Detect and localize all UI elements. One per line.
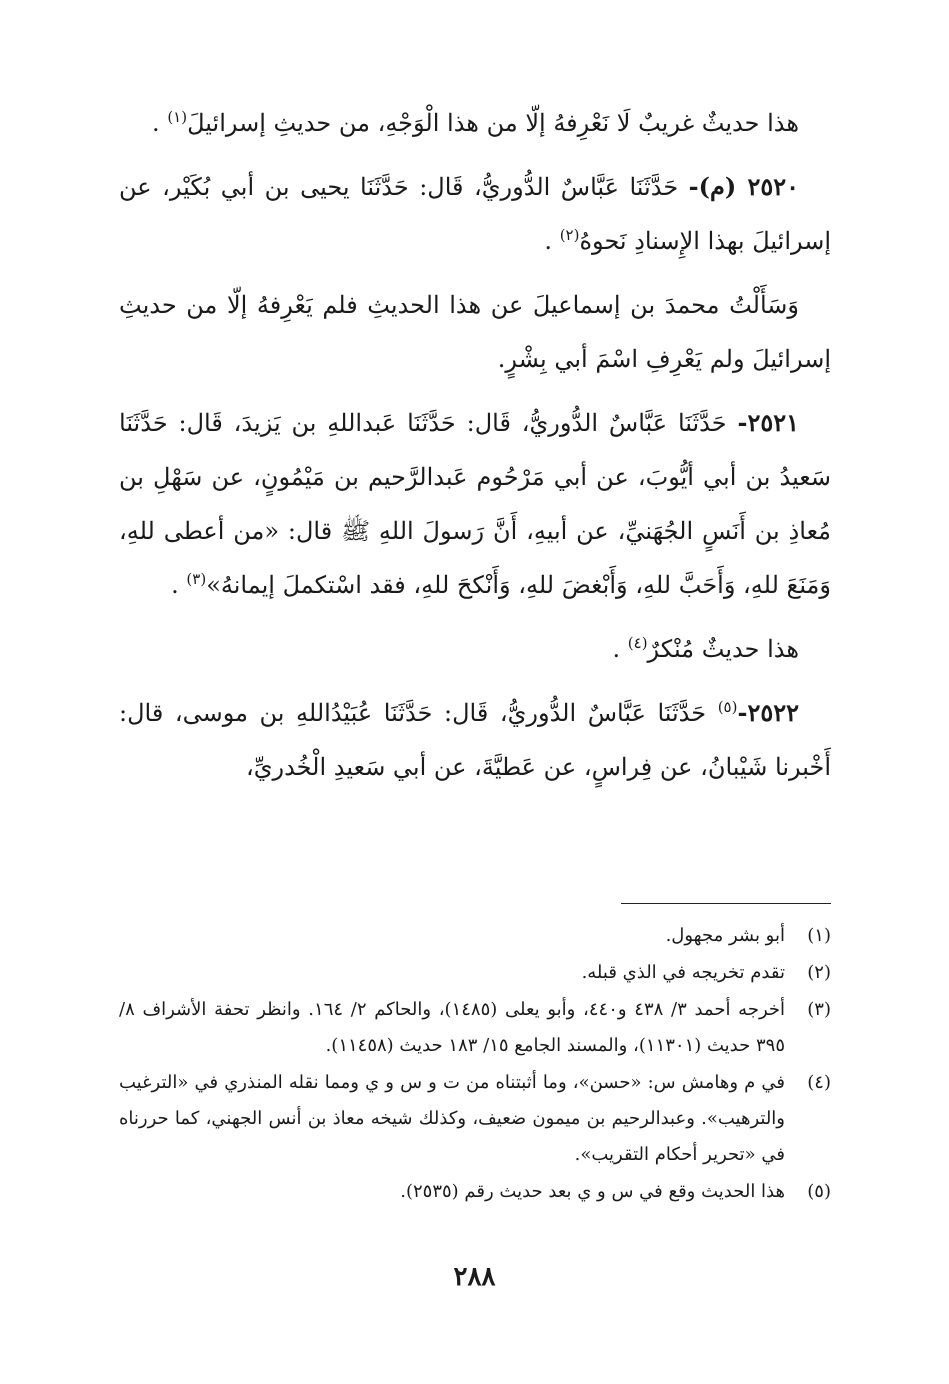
hadith-number: ٢٥٢٢- — [737, 698, 799, 727]
footnote-ref[interactable]: (٥) — [717, 698, 738, 716]
paragraph-text: حَدَّثَنَا عَبَّاسٌ الدُّوريُّ، قَال: حَدَّثَنَا يحيى بن أبي بُكَيْر، عن إسرائيلَ بهذا الإِسنادِ نَحوهُ — [119, 173, 831, 255]
hadith-2522 — [119, 686, 831, 794]
hadith-number: ٢٥٢٠ (م)- — [688, 172, 800, 201]
paragraph-munkar: هذا حديثٌ مُنْكرٌ$^{(٤)}$ . — [612, 634, 799, 663]
footnote-1 — [119, 918, 831, 954]
footnote-mark: (١) — [807, 925, 831, 946]
footnote-mark: (٤) — [807, 1072, 831, 1093]
footnote-5 — [119, 1174, 831, 1210]
footnote-ref[interactable]: (١) — [167, 108, 188, 126]
footnote-text: في م وهامش س: «حسن»، وما أثبتناه من ت و س و ي ومما نقله المنذري في «الترغيب والترهيب». وعبدالرحيم بن ميمون ضعيف، وكذلك شيخه معاذ بن أنس الجهني، كما حررناه في «تحرير أحكام التقريب». — [119, 1072, 785, 1165]
footnotes — [119, 918, 831, 1211]
paragraph-text: حَدَّثَنَا عَبَّاسٌ الدُّوريُّ، قَال: حَدَّثَنَا عُبَيْدُاللهِ بن موسى، قال: أَخْبرنا شَيْبانُ، عن فِراسٍ، عن عَطيَّةَ، عن أبي سَعيدِ الْخُدريِّ، — [119, 699, 831, 781]
paragraph-gharib: هذا حديثٌ غريبٌ لَا نَعْرِفهُ إلّا من هذا الْوَجْهِ، من حديثِ إسرائيلَ$^{(١)}$ . — [152, 108, 799, 137]
paragraph-text: هذا حديثٌ مُنْكرٌ — [647, 635, 799, 663]
main-text — [119, 96, 831, 804]
footnote-4 — [119, 1065, 831, 1173]
paragraph-text: هذا حديثٌ غريبٌ لَا نَعْرِفهُ إلّا من هذا الْوَجْهِ، من حديثِ إسرائيلَ — [187, 109, 799, 137]
footnote-text: أخرجه أحمد ٣/ ٤٣٨ و٤٤٠، وأبو يعلى (١٤٨٥)، والحاكم ٢/ ١٦٤. وانظر تحفة الأشراف ٨/ ٣٩٥ حديث (١١٣٠١)، والمسند الجامع ١٥/ ١٨٣ حديث (١١٤٥٨). — [119, 999, 785, 1056]
page-number: ٢٨٨ — [453, 1262, 496, 1292]
footnote-divider — [621, 903, 831, 904]
footnote-2 — [119, 955, 831, 991]
footnote-ref[interactable]: (٢) — [559, 226, 580, 244]
footnote-text: أبو بشر مجهول. — [665, 925, 785, 946]
hadith-2521: ٢٥٢١- حَدَّثَنَا عَبَّاسٌ الدُّوريُّ، قَال: حَدَّثَنَا عَبداللهِ بن يَزيدَ، قَال: حَدَّثَنَا سَعيدُ بن أبي أيُّوبَ، عن أبي مَرْحُوم عَبدالرَّحيم بن مَيْمُونٍ، عن سَهْلِ بن مُعاذِ بن أَنَسٍ الجُهَنيِّ، عن أبيهِ، أَنَّ رَسولَ اللهِ ﷺ قال: «من أعطى للهِ، وَمَنَعَ للهِ، وَأَحَبَّ للهِ، وَأَبْغضَ للهِ، وَأَنْكحَ للهِ، فقد اسْتكملَ إيمانهُ»$^{(٣)}$ . — [119, 408, 831, 599]
paragraph-bukhari-question — [119, 278, 831, 386]
footnote-3 — [119, 992, 831, 1064]
paragraph-text: حَدَّثَنَا عَبَّاسٌ الدُّوريُّ، قَال: حَدَّثَنَا عَبداللهِ بن يَزيدَ، قَال: حَدَّثَنَا سَعيدُ بن أبي أيُّوبَ، عن أبي مَرْحُوم عَبدالرَّحيم بن مَيْمُونٍ، عن سَهْلِ بن مُعاذِ بن أَنَسٍ الجُهَنيِّ، عن أبيهِ، أَنَّ رَسولَ اللهِ ﷺ قال: «من أعطى للهِ، وَمَنَعَ للهِ، وَأَحَبَّ للهِ، وَأَبْغضَ للهِ، وَأَنْكحَ للهِ، فقد اسْتكملَ إيمانهُ» — [119, 409, 831, 599]
footnote-ref[interactable]: (٣) — [186, 570, 207, 588]
footnote-mark: (٣) — [807, 999, 831, 1020]
paragraph-text: وَسَأَلْتُ محمدَ بن إسماعيلَ عن هذا الحديثِ فلم يَعْرِفهُ إلّا من حديثِ إسرائيلَ ولم يَعْرِفِ اسْمَ أبي بِشْرٍ. — [119, 291, 831, 373]
footnote-text: تقدم تخريجه في الذي قبله. — [581, 962, 785, 983]
hadith-number: ٢٥٢١- — [737, 408, 799, 437]
footnote-mark: (٥) — [807, 1181, 831, 1202]
footnote-ref[interactable]: (٤) — [627, 634, 648, 652]
footnote-mark: (٢) — [807, 962, 831, 983]
hadith-2520: ٢٥٢٠ (م)- حَدَّثَنَا عَبَّاسٌ الدُّوريُّ، قَال: حَدَّثَنَا يحيى بن أبي بُكَيْر، عن إسرائيلَ بهذا الإِسنادِ نَحوهُ$^{(٢)}$ . — [119, 172, 831, 255]
footnote-text: هذا الحديث وقع في س و ي بعد حديث رقم (٢٥٣٥). — [400, 1181, 785, 1202]
